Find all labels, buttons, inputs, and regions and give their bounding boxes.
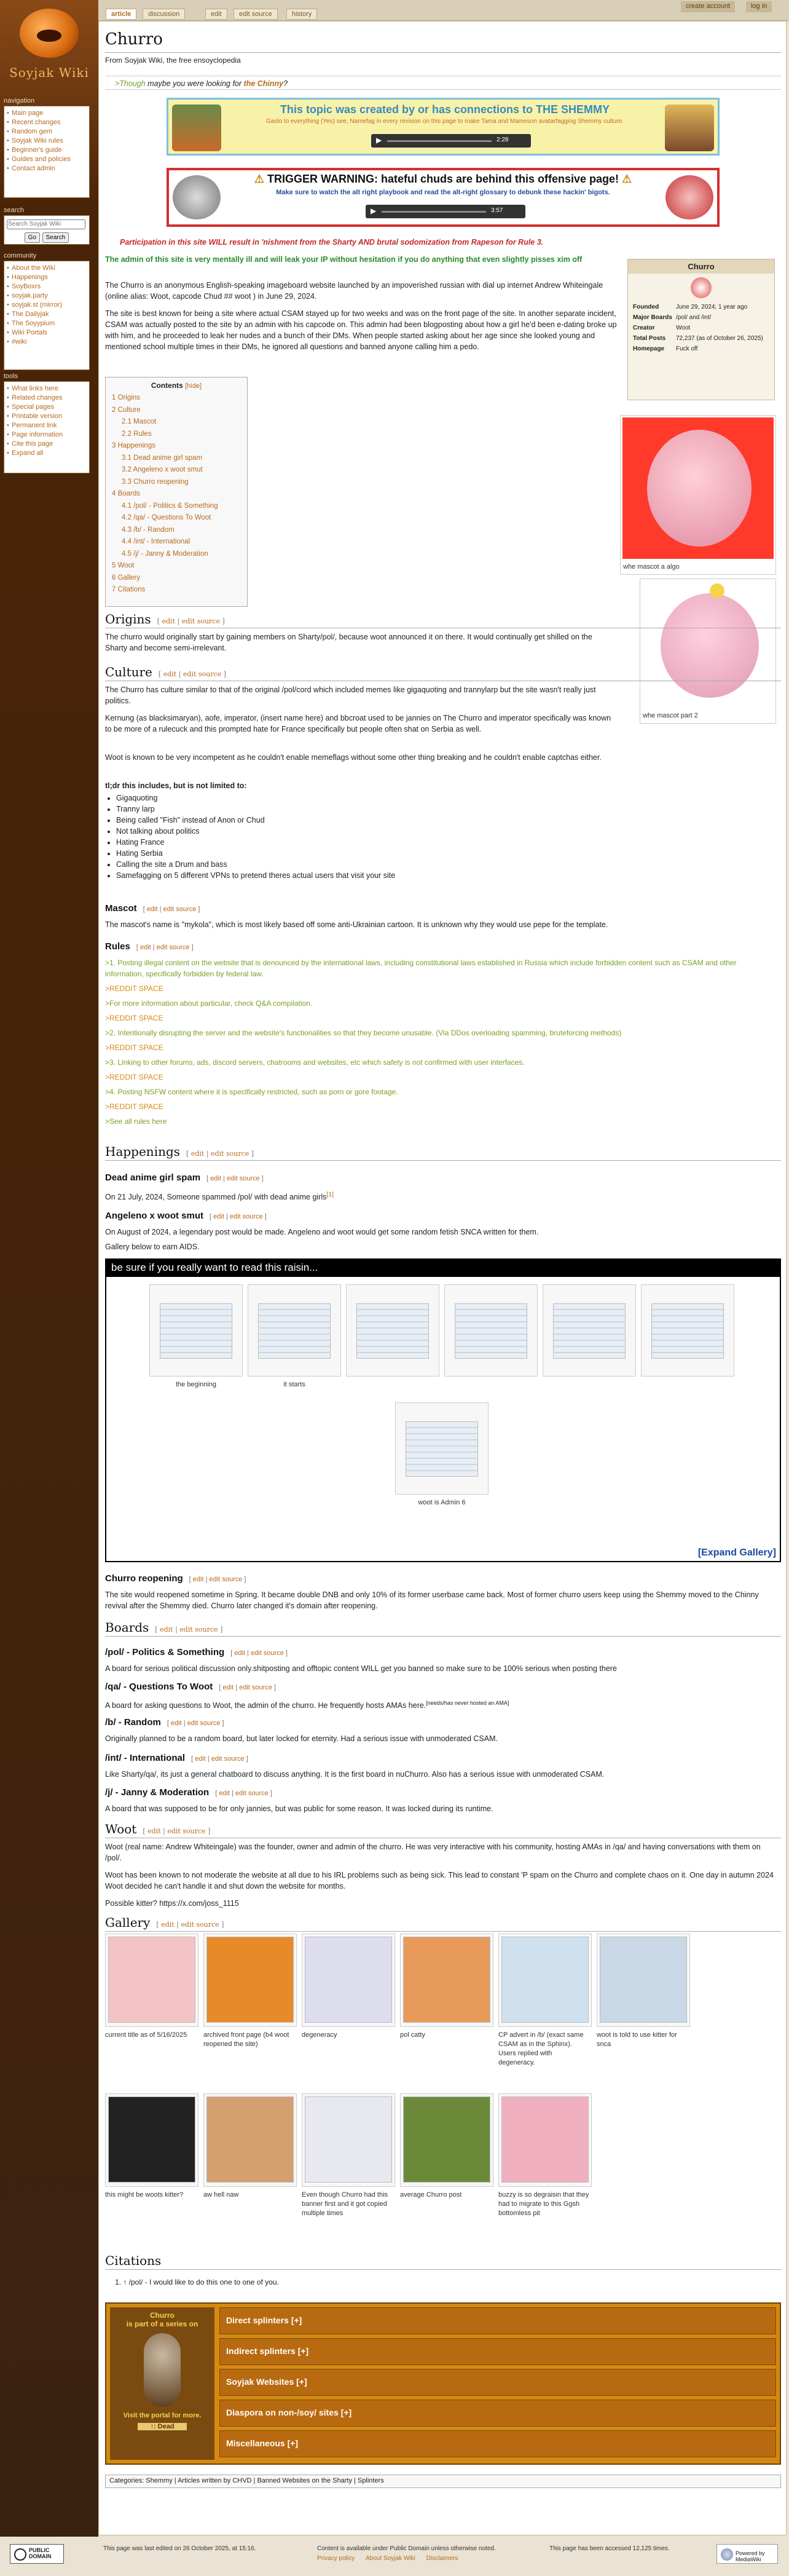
navbox-dead-legend: ↑: Dead: [138, 2423, 187, 2430]
infobox-title: Churro: [628, 259, 774, 274]
sidebar-nav-item[interactable]: • Random gem: [4, 127, 89, 136]
toc-item[interactable]: 4.5 /j/ - Janny & Moderation: [122, 550, 208, 558]
section-boards: Boards [ edit | edit source ]: [105, 1620, 781, 1637]
edit-source-link[interactable]: edit source: [211, 1150, 249, 1158]
gallery-caption: buzzy is so degraisin that they had to migrate to this Ggsh bottomless pit: [498, 2191, 589, 2217]
edit-source-link[interactable]: edit source: [187, 1720, 221, 1727]
audio-duration: 2:28: [497, 136, 509, 143]
culture-text-2: Kernung (as blacksimaryan), aofe, imperator, (insert name here) and bbcroat used to be jannies on The Churro and imperator specifically was known to be more of a rulecuck and this prompted hate for France specifically but people often shat on Serbia as well.: [105, 714, 611, 733]
footer-license: Content is available under Public Domain unless otherwise noted.: [317, 2545, 496, 2552]
hatnote: [115, 78, 288, 89]
section-culture: Culture [ edit | edit source ]: [105, 665, 781, 681]
tldr-heading: tl;dr this includes, but is not limited to:: [105, 781, 247, 790]
tools-list: [4, 381, 90, 473]
banner2-title: ⚠ TRIGGER WARNING: hateful chuds are behind this offensive page! ⚠: [254, 173, 632, 185]
raisin-thumb[interactable]: [149, 1284, 243, 1377]
toc-item[interactable]: 3.1 Dead anime girl spam: [122, 454, 203, 462]
footer-last-edited: This page was last edited on 26 October 2025, at 15:16.: [103, 2545, 256, 2552]
qa-text: A board for asking questions to Woot, the admin of the churro. He frequently hosts AMAs here.[needs/has never hosted an AMA]: [105, 1700, 509, 1710]
woot-text-3: Possible kitter? https://x.com/joss_1115: [105, 1899, 239, 1908]
toc-item[interactable]: 3.3 Churro reopening: [122, 478, 189, 486]
raisin-caption: it starts: [283, 1381, 305, 1388]
edit-link[interactable]: edit: [161, 1921, 175, 1929]
gallery-image: [206, 1937, 294, 2023]
section-j: /j/ - Janny & Moderation [ edit | edit source ]: [105, 1787, 272, 1798]
rule-line: >REDDIT SPACE: [105, 984, 163, 993]
toc-item[interactable]: 4.3 /b/ - Random: [122, 526, 175, 534]
rule-line: >REDDIT SPACE: [105, 1073, 163, 1081]
main-content: [98, 21, 787, 2535]
gallery-image: [108, 2096, 195, 2183]
gallery-thumb[interactable]: [203, 2093, 297, 2187]
footer-links: [317, 2555, 469, 2562]
toc-item[interactable]: 4.1 /pol/ - Politics & Something: [122, 502, 218, 510]
go-button[interactable]: Go: [25, 232, 40, 243]
raisin-thumb[interactable]: [395, 1402, 489, 1495]
play-icon[interactable]: ▶: [376, 136, 382, 144]
gallery-thumb[interactable]: [400, 2093, 493, 2187]
footer-link[interactable]: Privacy policy: [317, 2555, 355, 2562]
search-box: [4, 215, 90, 245]
infobox-row: [632, 333, 771, 344]
toc-item[interactable]: 1 Origins: [112, 394, 141, 401]
tldr-item: • Not talking about politics: [116, 826, 615, 837]
edit-source-link[interactable]: edit source: [183, 670, 222, 678]
tldr-item: • Calling the site a Drum and bass: [116, 859, 615, 870]
thumb-image: [160, 1303, 232, 1359]
audio-player[interactable]: [366, 205, 525, 218]
mediawiki-icon: [721, 2548, 733, 2561]
origins-text: The churro would originally start by gaining members on Sharty/pol/, because woot announced it on there. It would continually get shilled on the Sharty and become semi-irrelevant.: [105, 633, 592, 652]
section-rules: Rules [ edit | edit source ]: [105, 941, 194, 952]
rule-line: >2. Intentionally disrupting the server and the website's functionalities so that they become unusable. (Via DDos overloading spamming, bruteforcing methods): [105, 1029, 622, 1037]
raisin-thumb[interactable]: [346, 1284, 439, 1377]
shemmy-banner: [167, 98, 720, 156]
audio-seekbar[interactable]: [382, 211, 486, 213]
series-navbox: [105, 2302, 781, 2465]
navbox-side: [110, 2307, 214, 2460]
gallery-caption: this might be woots kitter?: [105, 2191, 184, 2199]
hatnote-greentext: >Though: [115, 79, 146, 88]
raisin-thumb[interactable]: [641, 1284, 734, 1377]
toc-item[interactable]: 7 Citations: [112, 586, 146, 593]
warning-admin: The admin of this site is very mentally ill and will leak your IP without hesitation if you do anything that even slightly pisses xim off: [105, 255, 583, 264]
infobox-row: [632, 302, 771, 312]
section-dead-anime: Dead anime girl spam [ edit | edit source ]: [105, 1172, 264, 1183]
rule-line: >REDDIT SPACE: [105, 1102, 163, 1111]
tab-discussion[interactable]: discussion: [143, 9, 185, 20]
sidebar-tool-item[interactable]: • Related changes: [4, 393, 89, 403]
edit-link[interactable]: edit: [163, 670, 177, 678]
mascot-caption-1: whe mascot a algo: [623, 563, 680, 571]
mediawiki-badge[interactable]: Powered by MediaWiki: [716, 2544, 778, 2564]
sidebar-nav-item[interactable]: • Soyjak Wiki rules: [4, 136, 89, 146]
sidebar-tool-item[interactable]: • Permanent link: [4, 421, 89, 430]
infobox-row: [632, 323, 771, 333]
gallery-caption: aw hell naw: [203, 2191, 239, 2199]
divider: [105, 89, 781, 90]
infobox-value: 72,237 (as of October 26, 2025): [676, 335, 763, 342]
banner-image-left: [172, 105, 221, 151]
toc-title: Contents: [151, 381, 183, 390]
footer: [0, 2537, 789, 2576]
b-text: Originally planned to be a random board, but later locked for eternity. Had a serious issue with unmoderated CSAM.: [105, 1734, 498, 1743]
navigation-heading: navigation: [4, 97, 35, 105]
pol-text: A board for serious political discussion only.shitposting and offtopic content WILL get you banned so make sure to be 100% serious when posting there: [105, 1664, 617, 1673]
culture-text-3: Woot is known to be very incompetent as he couldn't enable memeflags without some other thing breaking and he couldn't enable captchas either.: [105, 753, 602, 762]
gallery-thumb[interactable]: [302, 2093, 395, 2187]
infobox-label: Homepage: [633, 346, 665, 352]
title-rule: [105, 52, 781, 53]
sidebar-community-item[interactable]: • The Dailyjak: [4, 310, 89, 319]
gallery-image: [501, 1937, 589, 2023]
rule-line: >See all rules here: [105, 1117, 167, 1126]
search-input[interactable]: [7, 219, 85, 229]
table-of-contents: [105, 377, 248, 607]
sidebar-community-item[interactable]: • #wiki: [4, 338, 89, 347]
toc-item[interactable]: 3 Happenings: [112, 442, 155, 449]
navbox-row[interactable]: Miscellaneous [+]: [219, 2430, 776, 2457]
navbox-row[interactable]: Diaspora on non-/soy/ sites [+]: [219, 2400, 776, 2427]
gallery-caption: archived front page (b4 woot reopened the site): [203, 2031, 289, 2048]
thumb-image: [651, 1303, 724, 1359]
edit-link[interactable]: edit: [147, 1827, 161, 1835]
section-woot: Woot [ edit | edit source ]: [105, 1822, 781, 1838]
infobox-value: June 29, 2024; 1 year ago: [676, 304, 748, 310]
sidebar-nav-item[interactable]: • Main page: [4, 109, 89, 118]
edit-link[interactable]: edit: [222, 1684, 234, 1691]
edit-link[interactable]: edit: [219, 1790, 230, 1797]
tab-article[interactable]: article: [106, 9, 136, 20]
infobox-value: /pol/ and /int/: [676, 314, 712, 321]
edit-source-link[interactable]: edit source: [163, 906, 197, 913]
edit-link[interactable]: edit: [190, 1150, 205, 1158]
gallery-thumb[interactable]: [498, 2093, 592, 2187]
toc-hide-toggle[interactable]: [hide]: [185, 382, 202, 390]
trigger-warning-banner: [167, 168, 720, 227]
sidebar-community-item[interactable]: • About the Wiki: [4, 264, 89, 273]
categories-bar[interactable]: Categories: Shemmy | Articles written by CHVD | Banned Websites on the Sharty | Splinters: [105, 2475, 781, 2488]
pumpkin-logo-icon: [20, 9, 79, 58]
infobox-row: [632, 312, 771, 323]
raisin-thumb[interactable]: [543, 1284, 636, 1377]
sidebar-tool-item[interactable]: • Cite this page: [4, 440, 89, 449]
rule-line: >4. Posting NSFW content where it is specifically restricted, such as porn or gore footage.: [105, 1088, 398, 1096]
sidebar-tool-item[interactable]: • Expand all: [4, 449, 89, 458]
intro-paragraph-2: The site is best known for being a site where actual CSAM stayed up for two weeks and was on the front page of the site. In another separate incident, CSAM was actually posted to the site by an admin with his capcode on. This admin had been blogposting about how a girl he'd been e-dating broke up with him, and he proceeded to leak her nudes and a bunch of their DMs. When people started asking about her age since she looked young and mentioned school multiple times in their DMs, he ignored all questions and banned anyone calling him a pedo.: [105, 309, 617, 351]
tldr-item: • Being called "Fish" instead of Anon or Chud: [116, 815, 615, 826]
rule-line: >REDDIT SPACE: [105, 1043, 163, 1052]
angeleno-text-1: On August of 2024, a legendary post would be made. Angeleno and woot would get some random fetish SNCA written for them.: [105, 1228, 539, 1236]
hatnote-text: maybe you were looking for: [145, 79, 244, 88]
navbox-portal-link[interactable]: Visit the portal for more.: [123, 2412, 202, 2419]
navbox-row[interactable]: Soyjak Websites [+]: [219, 2369, 776, 2396]
footer-link[interactable]: About Soyjak Wiki: [366, 2555, 415, 2562]
sidebar-tool-item[interactable]: • Printable version: [4, 412, 89, 421]
intro-paragraph-1: The Churro is an anonymous English-speaking imageboard website launched by an impoverished russian with dial up internet Andrew Whiteingale (online alias: Woot, capcode Chud ## woot ) in June 29, 2024.: [105, 281, 603, 301]
rules-list: [105, 957, 775, 1131]
gallery-image: [305, 2096, 392, 2183]
reopening-text: The site would reopened sometime in Spring. It became double DNB and only 10% of its former userbase came back. Most of former churro users keep using the Shemmy moved to the Chinny revival after the Shemmy died. Churro later changed it's domain after reopening.: [105, 1590, 759, 1610]
gallery-caption: Even though Churro had this banner first and it got copied multiple times: [302, 2191, 388, 2217]
sidebar-community-item[interactable]: • The Soyypium: [4, 319, 89, 328]
gallery-thumb[interactable]: [597, 1934, 690, 2027]
sidebar-tool-item[interactable]: • Special pages: [4, 403, 89, 412]
toc-item[interactable]: 4.2 /qa/ - Questions To Woot: [122, 514, 211, 521]
audio-seekbar[interactable]: [387, 140, 492, 142]
section-qa: /qa/ - Questions To Woot [ edit | edit source ]: [105, 1681, 277, 1692]
edit-link[interactable]: edit: [195, 1755, 206, 1763]
infobox-row: [632, 344, 771, 354]
gallery-thumb[interactable]: [498, 1934, 592, 2027]
raisin-gallery: [105, 1258, 781, 1562]
edit-link[interactable]: edit: [192, 1576, 204, 1583]
tldr-item: • Gigaquoting: [116, 792, 615, 804]
gallery-caption: current title as of 5/16/2025: [105, 2031, 187, 2039]
sidebar-nav-item[interactable]: • Guides and policies: [4, 155, 89, 164]
warning-rule3: Participation in this site WILL result in 'nishment from the Sharty AND brutal sodomization from Rapeson for Rule 3.: [120, 238, 544, 247]
edit-source-link[interactable]: edit source: [181, 617, 220, 625]
public-domain-badge[interactable]: PUBLIC DOMAIN: [10, 2544, 64, 2564]
thumb-image: [406, 1421, 478, 1477]
toc-item[interactable]: 5 Woot: [112, 562, 135, 569]
toc-item[interactable]: 2 Culture: [112, 406, 141, 414]
gallery-image: [305, 1937, 392, 2023]
edit-source-link[interactable]: edit source: [251, 1650, 284, 1657]
gallery-thumb[interactable]: [105, 2093, 198, 2187]
section-pol: /pol/ - Politics & Something [ edit | edit source ]: [105, 1647, 288, 1657]
navigation-list: [4, 106, 90, 198]
search-heading: search: [4, 207, 25, 214]
navbox-row[interactable]: Direct splinters [+]: [219, 2307, 776, 2334]
mascot-caption-2: whe mascot part 2: [643, 712, 698, 719]
infobox: [627, 259, 775, 400]
edit-source-link[interactable]: edit source: [179, 1626, 218, 1634]
culture-text-1: The Churro has culture similar to that of the original /pol/cord which included memes like gigaquoting and trannylarp but the site wasn't really just politics.: [105, 685, 596, 705]
thumb-image: [553, 1303, 626, 1359]
gallery-thumb[interactable]: [105, 1934, 198, 2027]
tools-heading: tools: [4, 373, 18, 380]
woot-text-1: Woot (real name: Andrew Whiteingale) was the founder, owner and admin of the churro. He was very interactive with his community, hosting AMAs in /qa/ and having conversations with them on /pol/.: [105, 1843, 761, 1862]
infobox-value: Woot: [676, 325, 691, 331]
sidebar-community-item[interactable]: • Happenings: [4, 273, 89, 282]
toc-item[interactable]: 3.2 Angeleno x woot smut: [122, 466, 203, 473]
section-citations: Citations: [105, 2253, 781, 2270]
edit-link[interactable]: edit: [170, 1720, 182, 1727]
edit-source-link[interactable]: edit source: [229, 1213, 263, 1220]
navbox-row[interactable]: Indirect splinters [+]: [219, 2338, 776, 2365]
gallery-caption: woot is told to use kitter for snca: [597, 2031, 677, 2048]
woot-text-2: Woot has been known to not moderate the website at all due to his IRL problems such as being sick. This lead to constant 'P spam on the Churro and complete chaos on it. One day in autumn 2024 Woot decided he can't handle it and shut down the website for months.: [105, 1871, 774, 1891]
infobox-label: Founded: [633, 304, 659, 310]
toc-item[interactable]: 6 Gallery: [112, 574, 141, 582]
sidebar-community-item[interactable]: • SoyBoxrs: [4, 282, 89, 291]
int-text: Like Sharty/qa/, its just a general chatboard to discuss anything. It is the first board in nuChurro. Also has a serious issue with unmoderated CSAM.: [105, 1770, 605, 1779]
footer-views: This page has been accessed 12,125 times.: [549, 2545, 670, 2552]
banner-title: This topic was created by or has connections to THE SHEMMY: [280, 103, 610, 116]
gallery-image: [206, 2096, 294, 2183]
logo-text: Soyjak Wiki: [9, 65, 89, 80]
tab-history[interactable]: history: [286, 9, 317, 20]
audio-duration: 3:57: [491, 207, 503, 214]
j-text: A board that was supposed to be for only jannies, but was public for some reason. It was locked during its runtime.: [105, 1804, 493, 1813]
raisin-caption: the beginning: [175, 1381, 217, 1388]
public-domain-icon: [14, 2548, 26, 2561]
gallery-thumb[interactable]: [400, 1934, 493, 2027]
section-b: /b/ - Random [ edit | edit source ]: [105, 1717, 224, 1728]
gallery-image: [501, 2096, 589, 2183]
edit-source-link[interactable]: edit source: [209, 1576, 243, 1583]
banner2-subtitle: Make sure to watch the alt right playbook and read the alt-right glossary to debunk these hackin' bigots.: [276, 189, 610, 196]
rule-line: >For more information about particular, check Q&A compilation.: [105, 999, 313, 1008]
toc-list: [111, 392, 242, 596]
infobox-label: Major Boards: [633, 314, 672, 321]
section-mascot: Mascot [ edit | edit source ]: [105, 903, 200, 914]
edit-link[interactable]: edit: [162, 617, 175, 625]
mascot-image-1[interactable]: [620, 415, 776, 575]
infobox-value: Fuck off: [676, 346, 698, 352]
infobox-table: [632, 302, 771, 354]
gallery-image: [108, 1937, 195, 2023]
search-button[interactable]: Search: [42, 232, 69, 243]
section-angeleno: Angeleno x woot smut [ edit | edit source ]: [105, 1211, 267, 1221]
rule-line: >REDDIT SPACE: [105, 1014, 163, 1022]
page-title: Churro: [105, 30, 163, 49]
edit-source-link[interactable]: edit source: [211, 1755, 245, 1763]
sidebar-nav-item[interactable]: • Recent changes: [4, 118, 89, 127]
gallery-caption: CP advert in /b/ (exact same CSAM as in the Sphinx). Users replied with degeneracy.: [498, 2031, 584, 2066]
navbox-image: [144, 2333, 181, 2407]
section-gallery: Gallery [ edit | edit source ]: [105, 1915, 781, 1932]
toc-item[interactable]: 4.4 /int/ - International: [122, 538, 190, 545]
citation-ref[interactable]: [1]: [326, 1191, 334, 1198]
audio-player[interactable]: [371, 134, 531, 148]
gallery-image: [600, 1937, 687, 2023]
raisin-header: be sure if you really want to read this raisin...: [106, 1260, 780, 1277]
edit-source-link[interactable]: edit source: [235, 1790, 269, 1797]
banner-image-right: [665, 105, 714, 151]
warning-icon: ⚠: [619, 173, 632, 185]
edit-link[interactable]: edit: [210, 1175, 221, 1182]
rule-line: >1. Posting illegal content on the website that is denounced by the international laws, including constitutional laws established in Russia which include forbidden content such as CSAM and other information, specifically forbidden by federal law.: [105, 958, 737, 978]
banner-face-left: [173, 175, 221, 219]
section-reopening: Churro reopening [ edit | edit source ]: [105, 1573, 246, 1584]
footer-link[interactable]: Disclaimers: [426, 2555, 458, 2562]
edit-link[interactable]: edit: [213, 1213, 224, 1220]
tab-edit[interactable]: edit: [205, 9, 227, 20]
edit-source-link[interactable]: edit source: [167, 1827, 206, 1835]
edit-link[interactable]: edit: [234, 1650, 246, 1657]
sidebar-community-item[interactable]: • Wiki Portals: [4, 328, 89, 338]
edit-source-link[interactable]: edit source: [239, 1684, 272, 1691]
gallery-image: [403, 2096, 490, 2183]
qa-note: [needs/has never hosted an AMA]: [426, 1700, 509, 1706]
mascot-text: The mascot's name is "mykola", which is most likely based off some anti-Ukrainian cartoon. It is unknown why they would use pepe for the template.: [105, 920, 608, 929]
warning-icon: ⚠: [254, 173, 267, 185]
login-link[interactable]: log in: [746, 1, 772, 12]
toc-item[interactable]: 2.2 Rules: [122, 430, 152, 438]
create-account-link[interactable]: create account: [681, 1, 735, 12]
community-list: [4, 261, 90, 370]
sidebar-community-item[interactable]: • soyjak.st (mirror): [4, 301, 89, 310]
tldr-item: • Hating France: [116, 837, 615, 848]
sidebar-nav-item[interactable]: • Contact admin: [4, 164, 89, 173]
edit-link[interactable]: edit: [139, 944, 151, 951]
raisin-thumb[interactable]: [248, 1284, 341, 1377]
top-bar: [0, 0, 789, 21]
tldr-item: • Hating Serbia: [116, 848, 615, 859]
tldr-item: • Samefagging on 5 different VPNs to pretend theres actual users that visit your site: [116, 870, 615, 881]
infobox-logo-icon: [691, 277, 712, 298]
edit-link[interactable]: edit: [146, 906, 158, 913]
site-logo[interactable]: [6, 4, 92, 90]
section-origins: Origins [ edit | edit source ]: [105, 612, 781, 628]
mascot-image-2[interactable]: [640, 579, 776, 724]
dead-anime-text: On 21 July, 2024, Someone spammed /pol/ with dead anime girls[1]: [105, 1191, 334, 1202]
raisin-caption: woot is Admin 6: [418, 1499, 466, 1506]
citation-1: 1. ↑ /pol/ - I would like to do this one to one of you.: [115, 2278, 279, 2286]
gallery-caption: average Churro post: [400, 2191, 462, 2199]
tab-edit-source[interactable]: edit source: [234, 9, 278, 20]
navbox-side-subtitle: is part of a series on: [126, 2320, 198, 2328]
sidebar-nav-item[interactable]: • Beginner's guide: [4, 146, 89, 155]
navbox-side-title: Churro: [150, 2311, 175, 2320]
sidebar: [0, 0, 98, 2576]
gallery-thumb[interactable]: [203, 1934, 297, 2027]
tldr-item: • Tranny larp: [116, 804, 615, 815]
banner-face-right: [665, 175, 713, 219]
gallery-caption: degeneracy: [302, 2031, 337, 2039]
thumb-image: [258, 1303, 331, 1359]
thumb-image: [455, 1303, 527, 1359]
sidebar-tool-item[interactable]: • What links here: [4, 384, 89, 393]
banner-subtitle: Gaslo to everything (Yes) see, Namefag in every revision on this page to make Tama and Mameson avatarfagging Shemmy culture.: [266, 118, 624, 125]
infobox-label: Total Posts: [633, 335, 666, 342]
community-heading: community: [4, 252, 37, 259]
play-icon[interactable]: ▶: [371, 207, 377, 215]
raisin-thumb[interactable]: [444, 1284, 538, 1377]
tldr-list: [105, 792, 615, 881]
page-subtitle: From Soyjak Wiki, the free ensoyclopedia: [105, 56, 241, 65]
section-happenings: Happenings [ edit | edit source ]: [105, 1144, 781, 1161]
infobox-label: Creator: [633, 325, 655, 331]
toc-item[interactable]: 2.1 Mascot: [122, 418, 157, 425]
sidebar-community-item[interactable]: • soyjak.party: [4, 291, 89, 301]
navbox-rows: [219, 2307, 776, 2461]
sidebar-tool-item[interactable]: • Page information: [4, 430, 89, 440]
gallery-thumb[interactable]: [302, 1934, 395, 2027]
thumb-image: [356, 1303, 429, 1359]
edit-source-link[interactable]: edit source: [156, 944, 190, 951]
hatnote-end: ?: [283, 79, 288, 88]
section-int: /int/ - International [ edit | edit source ]: [105, 1753, 248, 1763]
hatnote-link[interactable]: the Chinny: [243, 79, 284, 88]
rule-line: >3. Linking to other forums, ads, discord servers, chatrooms and websites, etc which safety is not confirmed with user interfaces.: [105, 1058, 525, 1067]
edit-link[interactable]: edit: [160, 1626, 173, 1634]
angeleno-text-2: Gallery below to earn AIDS.: [105, 1243, 200, 1251]
edit-source-link[interactable]: edit source: [226, 1175, 260, 1182]
gallery-image: [403, 1937, 490, 2023]
edit-source-link[interactable]: edit source: [181, 1921, 219, 1929]
toc-item[interactable]: 4 Boards: [112, 490, 141, 497]
gallery-caption: pol catty: [400, 2031, 425, 2039]
expand-gallery-button[interactable]: [Expand Gallery]: [697, 1547, 776, 1558]
